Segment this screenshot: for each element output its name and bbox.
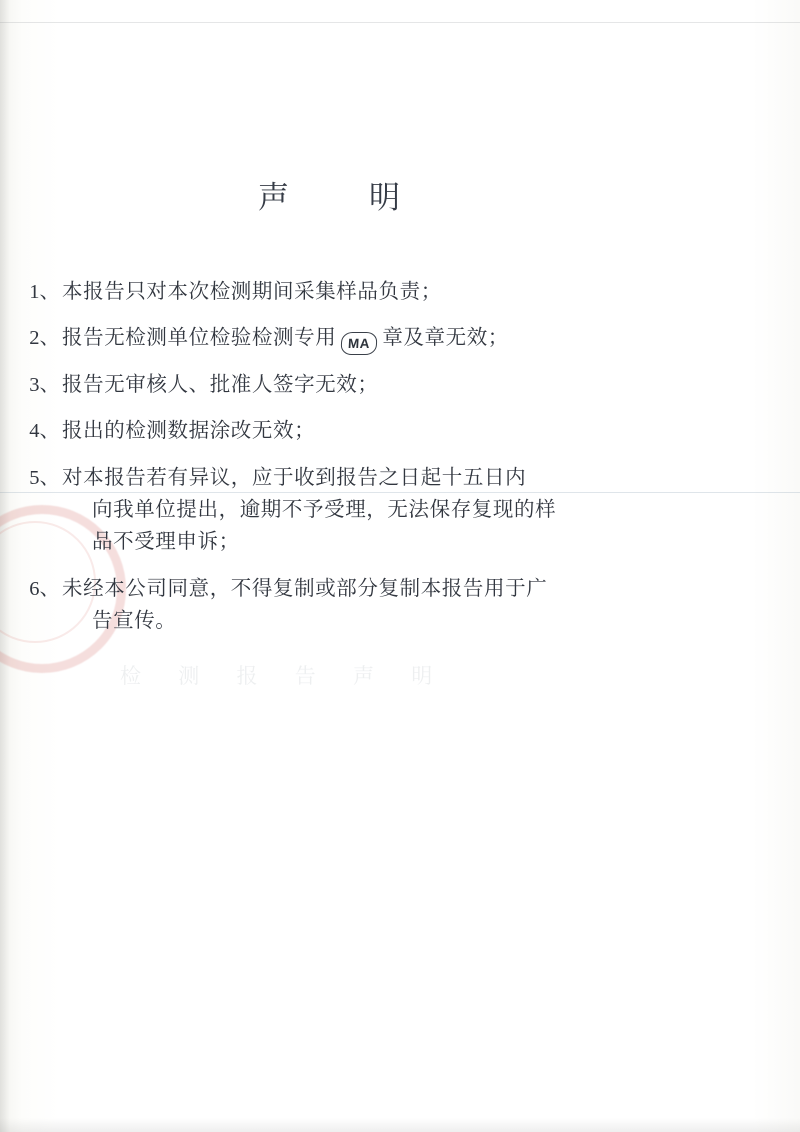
- clause-line: 未经本公司同意，不得复制或部分复制本报告用于广: [62, 577, 548, 600]
- clause-text-after-mark: 章及章无效；: [382, 327, 509, 350]
- list-item: [0, 369, 800, 401]
- clause-line: 报出的检测数据涂改无效；: [62, 420, 316, 443]
- clause-line: 告宣传。: [92, 610, 177, 632]
- clause-text-before-mark: 报告无检测单位检验检测专用: [62, 327, 337, 350]
- clause-line: 报告无审核人、批准人签字无效；: [62, 373, 379, 396]
- list-item: [0, 276, 800, 308]
- scan-artifact-line-top: [0, 22, 800, 23]
- list-item: [0, 322, 800, 354]
- clause-body: [62, 462, 562, 559]
- clause-number: 4、: [29, 420, 60, 443]
- statement-clause-list: [0, 276, 800, 651]
- list-item: [0, 573, 800, 638]
- list-item: [0, 462, 800, 559]
- clause-number: 3、: [29, 373, 60, 396]
- clause-line: 向我单位提出，逾期不予受理，无法保存复现的样: [92, 498, 557, 521]
- clause-line: 本报告只对本次检测期间采集样品负责；: [62, 281, 442, 303]
- page-title: 声 明: [258, 180, 402, 215]
- clause-number: 1、: [29, 281, 60, 303]
- clause-number: 6、: [29, 577, 60, 600]
- ghost-text-bleedthrough: 检 测 报 告 声 明: [120, 664, 449, 688]
- clause-body: [62, 276, 562, 308]
- clause-line: [62, 322, 562, 354]
- clause-body: [62, 415, 562, 447]
- ma-certification-mark-icon: MA: [341, 332, 378, 355]
- clause-body: [62, 573, 562, 638]
- list-item: [0, 415, 800, 447]
- clause-line: 品不受理申诉；: [92, 531, 240, 554]
- clause-number: 2、: [29, 327, 60, 350]
- clause-line: 对本报告若有异议，应于收到报告之日起十五日内: [62, 466, 527, 489]
- clause-body: [62, 322, 562, 354]
- clause-number: 5、: [29, 466, 60, 489]
- clause-body: [62, 369, 562, 401]
- page-edge-shadow-bottom: [0, 1118, 800, 1132]
